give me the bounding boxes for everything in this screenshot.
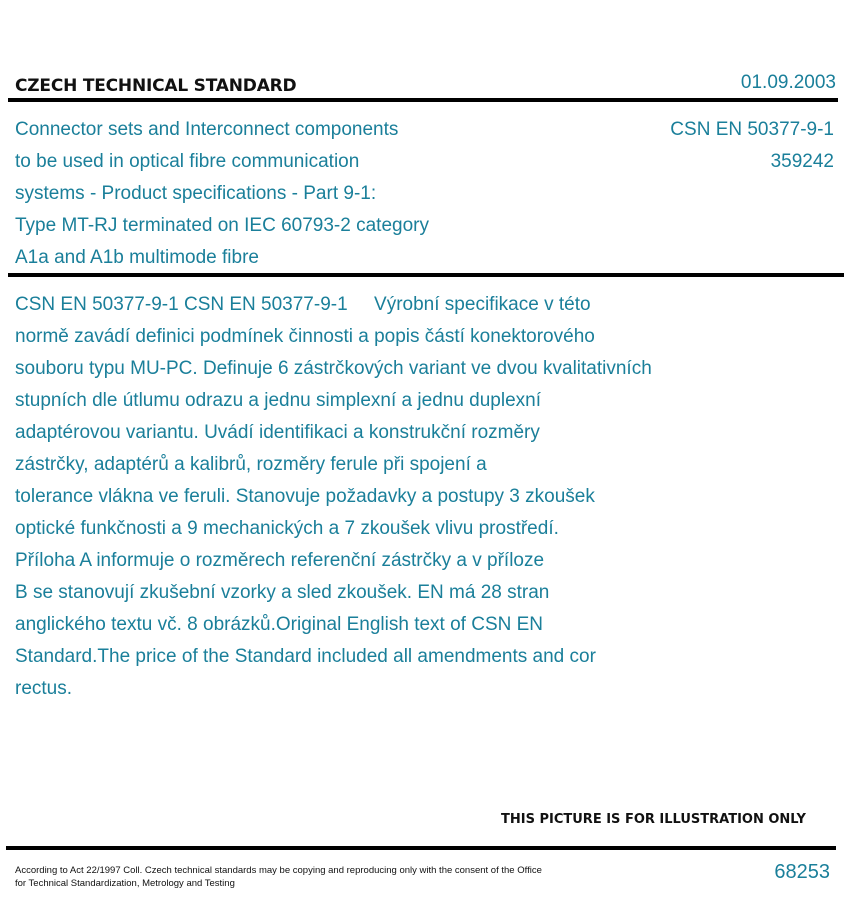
- standard-type-label: CZECH TECHNICAL STANDARD: [15, 76, 297, 96]
- footer-divider: [6, 846, 836, 850]
- publication-date: 01.09.2003: [740, 72, 836, 93]
- description-line: B se stanovují zkušební vzorky a sled zkoušek. EN má 28 stran: [15, 582, 550, 603]
- title-divider: [8, 273, 844, 277]
- document-number: 68253: [774, 861, 830, 883]
- description-line: rectus.: [15, 678, 73, 699]
- legal-line: for Technical Standardization, Metrology and Testing: [15, 878, 235, 889]
- illustration-disclaimer: THIS PICTURE IS FOR ILLUSTRATION ONLY: [501, 812, 806, 827]
- description-line: Příloha A informuje o rozměrech referenční zástrčky a v příloze: [15, 550, 545, 571]
- legal-line: According to Act 22/1997 Coll. Czech technical standards may be copying and reproducing only with the consent of the Office: [15, 865, 542, 876]
- description-line: tolerance vlákna ve feruli. Stanovuje požadavky a postupy 3 zkoušek: [15, 486, 595, 507]
- title-line: Type MT-RJ terminated on IEC 60793-2 category: [15, 215, 429, 236]
- description-line: optické funkčnosti a 9 mechanických a 7 zkoušek vlivu prostředí.: [15, 518, 559, 539]
- standard-description: [15, 289, 745, 705]
- description-line: souboru typu MU-PC. Definuje 6 zástrčkových variant ve dvou kvalitativních: [15, 358, 652, 379]
- catalog-number: 359242: [770, 151, 834, 172]
- title-line: systems - Product specifications - Part 9-1:: [15, 183, 377, 204]
- description-line: adaptérovou variantu. Uvádí identifikaci a konstrukční rozměry: [15, 422, 540, 443]
- description-line: CSN EN 50377-9-1 CSN EN 50377-9-1 Výrobní specifikace v této: [15, 294, 591, 315]
- title-line: Connector sets and Interconnect components: [15, 119, 399, 140]
- standard-code: CSN EN 50377-9-1: [670, 119, 834, 140]
- description-line: anglického textu vč. 8 obrázků.Original English text of CSN EN: [15, 614, 544, 635]
- description-line: zástrčky, adaptérů a kalibrů, rozměry ferule při spojení a: [15, 454, 487, 475]
- standard-codes: [670, 114, 834, 178]
- standard-title: [15, 114, 535, 274]
- description-line: stupních dle útlumu odrazu a jednu simplexní a jednu duplexní: [15, 390, 542, 411]
- title-line: A1a and A1b multimode fibre: [15, 247, 259, 268]
- description-line: normě zavádí definici podmínek činnosti a popis částí konektorového: [15, 326, 595, 347]
- header-divider: [8, 98, 838, 102]
- description-line: Standard.The price of the Standard included all amendments and cor: [15, 646, 596, 667]
- title-line: to be used in optical fibre communication: [15, 151, 360, 172]
- legal-notice: [15, 864, 595, 890]
